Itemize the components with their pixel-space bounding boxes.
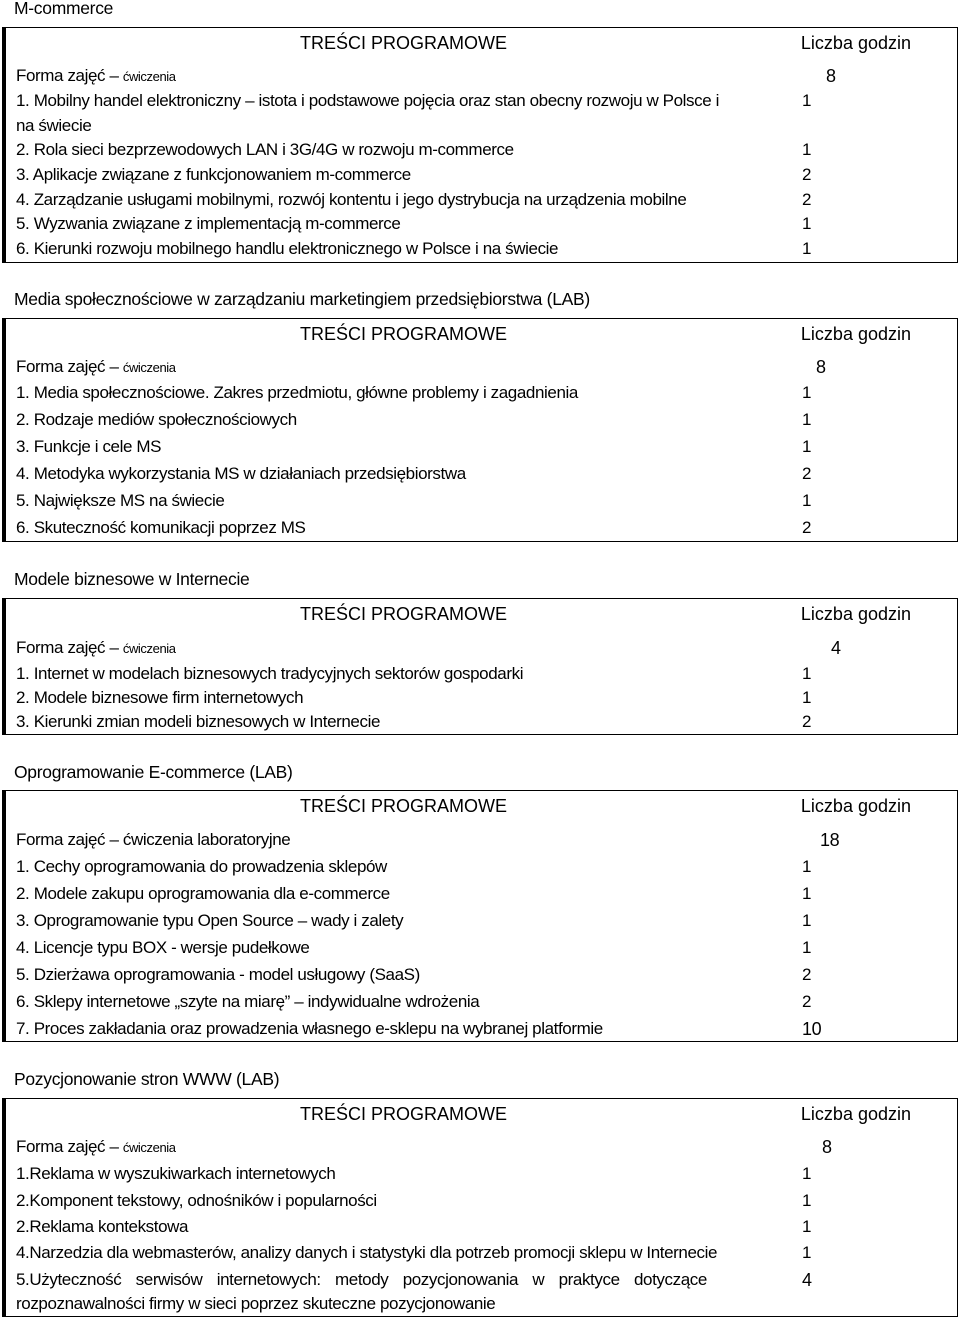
list-item: rozpoznawalności firmy w sieci poprzez skuteczne pozycjonowanie	[16, 1294, 496, 1313]
section-header-title: TREŚCI PROGRAMOWE	[300, 604, 508, 624]
section-title: Oprogramowanie E-commerce (LAB)	[14, 762, 293, 782]
list-item: 3. Oprogramowanie typu Open Source – wady i zalety 1	[16, 911, 812, 930]
section-title: Pozycjonowanie stron WWW (LAB)	[14, 1069, 280, 1089]
list-item: 3. Kierunki zmian modeli biznesowych w Internecie 2	[16, 712, 812, 731]
section-oprogramowanie	[2, 790, 958, 1042]
list-item: 3. Funkcje i cele MS 1	[16, 437, 812, 456]
section-header-hours: Liczba godzin	[800, 796, 911, 816]
section-header-hours: Liczba godzin	[800, 33, 911, 53]
list-item: 6. Skuteczność komunikacji poprzez MS 2	[16, 518, 812, 537]
list-item: 3. Aplikacje związane z funkcjonowaniem m-commerce 2	[16, 165, 812, 184]
section-header-title: TREŚCI PROGRAMOWE	[300, 33, 508, 53]
section-header-title: TREŚCI PROGRAMOWE	[300, 1104, 508, 1124]
forma-prefix: Forma zajęć –	[16, 66, 119, 85]
list-item: 7. Proces zakładania oraz prowadzenia własnego e-sklepu na wybranej platformie 10	[16, 1019, 822, 1039]
section-header-title: TREŚCI PROGRAMOWE	[300, 796, 508, 816]
section-title: Media społecznościowe w zarządzaniu marketingiem przedsiębiorstwa (LAB)	[14, 289, 590, 309]
list-item: na świecie	[16, 116, 92, 135]
forma-hours: 8	[826, 66, 836, 86]
section-mcommerce	[2, 27, 958, 263]
list-item: 1.Reklama w wyszukiwarkach internetowych 1	[16, 1164, 812, 1183]
list-item: 1. Mobilny handel elektroniczny – istota i podstawowe pojęcia oraz stan obecny rozwoju w Polsce i 1	[16, 91, 812, 110]
section-modele	[2, 598, 958, 735]
list-item: 5. Wyzwania związane z implementacją m-commerce 1	[16, 214, 812, 233]
list-item: 4.Narzedzia dla webmasterów, analizy danych i statystyki dla potrzeb promocji sklepu w Internecie 1	[16, 1243, 812, 1262]
section-header-hours: Liczba godzin	[800, 1104, 911, 1124]
forma-row: Forma zajęć – ćwiczenia 8	[16, 357, 826, 377]
section-media	[2, 318, 958, 542]
list-item: 2. Rola sieci bezprzewodowych LAN i 3G/4G w rozwoju m-commerce 1	[16, 140, 812, 159]
list-item: 6. Kierunki rozwoju mobilnego handlu elektronicznego w Polsce i na świecie 1	[16, 239, 812, 258]
list-item: 1. Cechy oprogramowania do prowadzenia sklepów 1	[16, 857, 812, 876]
list-item: 4. Metodyka wykorzystania MS w działaniach przedsiębiorstwa 2	[16, 464, 812, 483]
forma-row	[16, 64, 957, 88]
list-item: 2. Rodzaje mediów społecznościowych 1	[16, 410, 812, 429]
section-header-title: TREŚCI PROGRAMOWE	[300, 324, 508, 344]
document-title: M-commerce	[14, 0, 114, 18]
section-header-hours: Liczba godzin	[800, 604, 911, 624]
list-item: 2.Komponent tekstowy, odnośników i popularności 1	[16, 1191, 812, 1210]
forma-row: Forma zajęć – ćwiczenia 4	[16, 638, 841, 658]
list-item: 2. Modele biznesowe firm internetowych 1	[16, 688, 812, 707]
list-item: 5. Dzierżawa oprogramowania - model usługowy (SaaS) 2	[16, 965, 812, 984]
list-item: 4. Licencje typu BOX - wersje pudełkowe 1	[16, 938, 812, 957]
forma-value: ćwiczenia	[122, 69, 176, 84]
forma-row: Forma zajęć – ćwiczenia 8	[16, 1137, 832, 1157]
section-title: Modele biznesowe w Internecie	[14, 569, 250, 589]
list-item: 5.Użyteczność serwisów internetowych: metody pozycjonowania w praktyce dotyczące 4	[16, 1270, 812, 1290]
forma-row: Forma zajęć – ćwiczenia laboratoryjne 18	[16, 830, 840, 850]
list-item: 6. Sklepy internetowe „szyte na miarę” – indywidualne wdrożenia 2	[16, 992, 812, 1011]
section-pozycjonowanie	[2, 1098, 958, 1317]
list-item: 1. Media społecznościowe. Zakres przedmiotu, główne problemy i zagadnienia 1	[16, 383, 812, 402]
list-item: 4. Zarządzanie usługami mobilnymi, rozwój kontentu i jego dystrybucja na urządzenia mobilne 2	[16, 190, 812, 209]
section-header-hours: Liczba godzin	[800, 324, 911, 344]
list-item: 2.Reklama kontekstowa 1	[16, 1217, 812, 1236]
list-item: 5. Największe MS na świecie 1	[16, 491, 812, 510]
list-item: 2. Modele zakupu oprogramowania dla e-commerce 1	[16, 884, 812, 903]
list-item: 1. Internet w modelach biznesowych tradycyjnych sektorów gospodarki 1	[16, 664, 812, 683]
